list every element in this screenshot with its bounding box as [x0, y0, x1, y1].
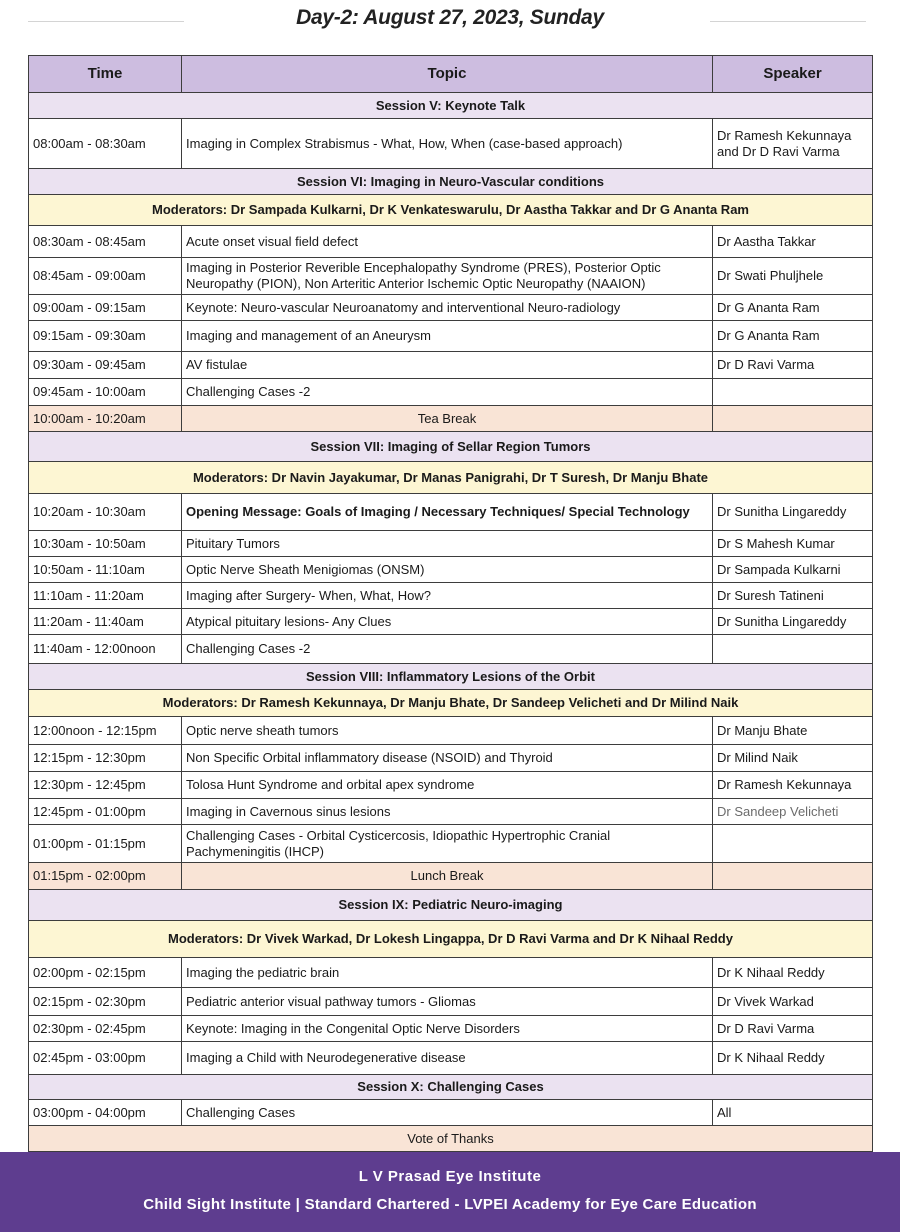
- topic-cell: Imaging in Posterior Reverible Encephalopathy Syndrome (PRES), Posterior Optic Neuropathy (PION), Non Arteritic Anterior Ischemic Optic Neuropathy (NAAION): [182, 258, 713, 295]
- topic-cell: Imaging in Cavernous sinus lesions: [182, 799, 713, 825]
- time-cell: 11:10am - 11:20am: [29, 583, 182, 609]
- schedule-row: [29, 635, 873, 664]
- topic-cell: Imaging a Child with Neurodegenerative disease: [182, 1042, 713, 1075]
- table-header-row: [29, 56, 873, 93]
- time-cell: 09:00am - 09:15am: [29, 295, 182, 321]
- schedule-row: [29, 988, 873, 1016]
- time-cell: 02:00pm - 02:15pm: [29, 958, 182, 988]
- speaker-cell: Dr K Nihaal Reddy: [713, 1042, 873, 1075]
- topic-cell: Opening Message: Goals of Imaging / Necessary Techniques/ Special Technology: [182, 494, 713, 531]
- topic-cell: Challenging Cases: [182, 1100, 713, 1126]
- speaker-cell: Dr Vivek Warkad: [713, 988, 873, 1016]
- time-cell: 02:30pm - 02:45pm: [29, 1016, 182, 1042]
- session-title: Session V: Keynote Talk: [29, 93, 873, 119]
- speaker-cell: [713, 825, 873, 863]
- vote-of-thanks: Vote of Thanks: [29, 1126, 873, 1152]
- time-cell: 09:30am - 09:45am: [29, 352, 182, 379]
- topic-cell: Optic nerve sheath tumors: [182, 717, 713, 745]
- topic-cell: Challenging Cases -2: [182, 635, 713, 664]
- speaker-cell: Dr Aastha Takkar: [713, 226, 873, 258]
- moderators-row: [29, 921, 873, 958]
- speaker-cell: Dr Sunitha Lingareddy: [713, 609, 873, 635]
- time-cell: 03:00pm - 04:00pm: [29, 1100, 182, 1126]
- schedule-row: [29, 717, 873, 745]
- session-title: Session X: Challenging Cases: [29, 1075, 873, 1100]
- time-cell: 09:15am - 09:30am: [29, 321, 182, 352]
- session-title: Session IX: Pediatric Neuro-imaging: [29, 890, 873, 921]
- page-header: [0, 0, 900, 44]
- time-cell: 10:30am - 10:50am: [29, 531, 182, 557]
- schedule-row: [29, 745, 873, 772]
- schedule-body: [29, 93, 873, 1152]
- vote-of-thanks-row: [29, 1126, 873, 1152]
- topic-cell: Pituitary Tumors: [182, 531, 713, 557]
- topic-cell: Imaging and management of an Aneurysm: [182, 321, 713, 352]
- schedule-row: [29, 295, 873, 321]
- column-header-time: Time: [29, 56, 182, 93]
- time-cell: 02:45pm - 03:00pm: [29, 1042, 182, 1075]
- speaker-cell: All: [713, 1100, 873, 1126]
- time-cell: 08:45am - 09:00am: [29, 258, 182, 295]
- speaker-cell: Dr Suresh Tatineni: [713, 583, 873, 609]
- session-title: Session VIII: Inflammatory Lesions of the Orbit: [29, 664, 873, 690]
- session-row: [29, 1075, 873, 1100]
- time-cell: 09:45am - 10:00am: [29, 379, 182, 406]
- topic-cell: Acute onset visual field defect: [182, 226, 713, 258]
- speaker-cell: Dr Milind Naik: [713, 745, 873, 772]
- topic-cell: Atypical pituitary lesions- Any Clues: [182, 609, 713, 635]
- schedule-table: [28, 55, 873, 1152]
- schedule-row: [29, 119, 873, 169]
- session-title: Session VII: Imaging of Sellar Region Tumors: [29, 432, 873, 462]
- speaker-cell: Dr G Ananta Ram: [713, 321, 873, 352]
- topic-cell: Pediatric anterior visual pathway tumors - Gliomas: [182, 988, 713, 1016]
- speaker-cell: Dr Sunitha Lingareddy: [713, 494, 873, 531]
- topic-cell: Imaging in Complex Strabismus - What, How, When (case-based approach): [182, 119, 713, 169]
- moderators-list: Moderators: Dr Ramesh Kekunnaya, Dr Manju Bhate, Dr Sandeep Velicheti and Dr Milind Naik: [29, 690, 873, 717]
- time-cell: 08:30am - 08:45am: [29, 226, 182, 258]
- speaker-cell: Dr Ramesh Kekunnaya: [713, 772, 873, 799]
- schedule-row: [29, 1016, 873, 1042]
- speaker-cell: [713, 379, 873, 406]
- schedule-row: [29, 557, 873, 583]
- schedule-row: [29, 799, 873, 825]
- time-cell: 12:00noon - 12:15pm: [29, 717, 182, 745]
- topic-cell: Keynote: Imaging in the Congenital Optic Nerve Disorders: [182, 1016, 713, 1042]
- footer-institute-name: L V Prasad Eye Institute: [358, 1168, 542, 1185]
- time-cell: 12:15pm - 12:30pm: [29, 745, 182, 772]
- topic-cell: Imaging the pediatric brain: [182, 958, 713, 988]
- topic-cell: Challenging Cases - Orbital Cysticercosis, Idiopathic Hypertrophic Cranial Pachymeningitis (IHCP): [182, 825, 713, 863]
- speaker-cell: Dr Sandeep Velicheti: [713, 799, 873, 825]
- time-cell: 01:15pm - 02:00pm: [29, 863, 182, 890]
- footer-banner: [0, 1152, 900, 1232]
- time-cell: 01:00pm - 01:15pm: [29, 825, 182, 863]
- topic-cell: Imaging after Surgery- When, What, How?: [182, 583, 713, 609]
- time-cell: 10:50am - 11:10am: [29, 557, 182, 583]
- moderators-list: Moderators: Dr Navin Jayakumar, Dr Manas Panigrahi, Dr T Suresh, Dr Manju Bhate: [29, 462, 873, 494]
- session-row: [29, 890, 873, 921]
- speaker-cell: Dr D Ravi Varma: [713, 352, 873, 379]
- schedule-row: [29, 321, 873, 352]
- topic-cell: Non Specific Orbital inflammatory disease (NSOID) and Thyroid: [182, 745, 713, 772]
- session-row: [29, 432, 873, 462]
- topic-cell: Optic Nerve Sheath Menigiomas (ONSM): [182, 557, 713, 583]
- schedule-row: [29, 958, 873, 988]
- time-cell: 08:00am - 08:30am: [29, 119, 182, 169]
- session-row: [29, 664, 873, 690]
- speaker-cell: Dr Swati Phuljhele: [713, 258, 873, 295]
- speaker-cell: Dr S Mahesh Kumar: [713, 531, 873, 557]
- break-label: Tea Break: [182, 406, 713, 432]
- schedule-row: [29, 226, 873, 258]
- topic-cell: Challenging Cases -2: [182, 379, 713, 406]
- speaker-cell: Dr Manju Bhate: [713, 717, 873, 745]
- column-header-topic: Topic: [182, 56, 713, 93]
- speaker-cell: [713, 635, 873, 664]
- topic-cell: AV fistulae: [182, 352, 713, 379]
- session-row: [29, 169, 873, 195]
- footer-affiliations: Child Sight Institute | Standard Chartered - LVPEI Academy for Eye Care Education: [143, 1196, 757, 1213]
- speaker-cell: [713, 406, 873, 432]
- page-title: Day-2: August 27, 2023, Sunday: [296, 6, 604, 29]
- speaker-cell: Dr Ramesh Kekunnaya and Dr D Ravi Varma: [713, 119, 873, 169]
- time-cell: 11:40am - 12:00noon: [29, 635, 182, 664]
- column-header-speaker: Speaker: [713, 56, 873, 93]
- moderators-list: Moderators: Dr Vivek Warkad, Dr Lokesh Lingappa, Dr D Ravi Varma and Dr K Nihaal Reddy: [29, 921, 873, 958]
- schedule-row: [29, 583, 873, 609]
- session-row: [29, 93, 873, 119]
- break-row: [29, 406, 873, 432]
- time-cell: 12:30pm - 12:45pm: [29, 772, 182, 799]
- time-cell: 10:20am - 10:30am: [29, 494, 182, 531]
- schedule-row: [29, 531, 873, 557]
- schedule-row: [29, 379, 873, 406]
- schedule-row: [29, 352, 873, 379]
- speaker-cell: Dr Sampada Kulkarni: [713, 557, 873, 583]
- moderators-row: [29, 195, 873, 226]
- session-title: Session VI: Imaging in Neuro-Vascular conditions: [29, 169, 873, 195]
- break-row: [29, 863, 873, 890]
- time-cell: 02:15pm - 02:30pm: [29, 988, 182, 1016]
- schedule-row: [29, 825, 873, 863]
- speaker-cell: Dr K Nihaal Reddy: [713, 958, 873, 988]
- title-divider-right: [710, 21, 866, 22]
- schedule-row: [29, 609, 873, 635]
- schedule-row: [29, 258, 873, 295]
- topic-cell: Tolosa Hunt Syndrome and orbital apex syndrome: [182, 772, 713, 799]
- speaker-cell: Dr G Ananta Ram: [713, 295, 873, 321]
- speaker-cell: [713, 863, 873, 890]
- time-cell: 11:20am - 11:40am: [29, 609, 182, 635]
- moderators-row: [29, 690, 873, 717]
- topic-cell: Keynote: Neuro-vascular Neuroanatomy and interventional Neuro-radiology: [182, 295, 713, 321]
- speaker-cell: Dr D Ravi Varma: [713, 1016, 873, 1042]
- schedule-row: [29, 1100, 873, 1126]
- moderators-list: Moderators: Dr Sampada Kulkarni, Dr K Venkateswarulu, Dr Aastha Takkar and Dr G Ananta Ram: [29, 195, 873, 226]
- schedule-row: [29, 772, 873, 799]
- break-label: Lunch Break: [182, 863, 713, 890]
- schedule-row: [29, 1042, 873, 1075]
- schedule-row: [29, 494, 873, 531]
- time-cell: 10:00am - 10:20am: [29, 406, 182, 432]
- moderators-row: [29, 462, 873, 494]
- time-cell: 12:45pm - 01:00pm: [29, 799, 182, 825]
